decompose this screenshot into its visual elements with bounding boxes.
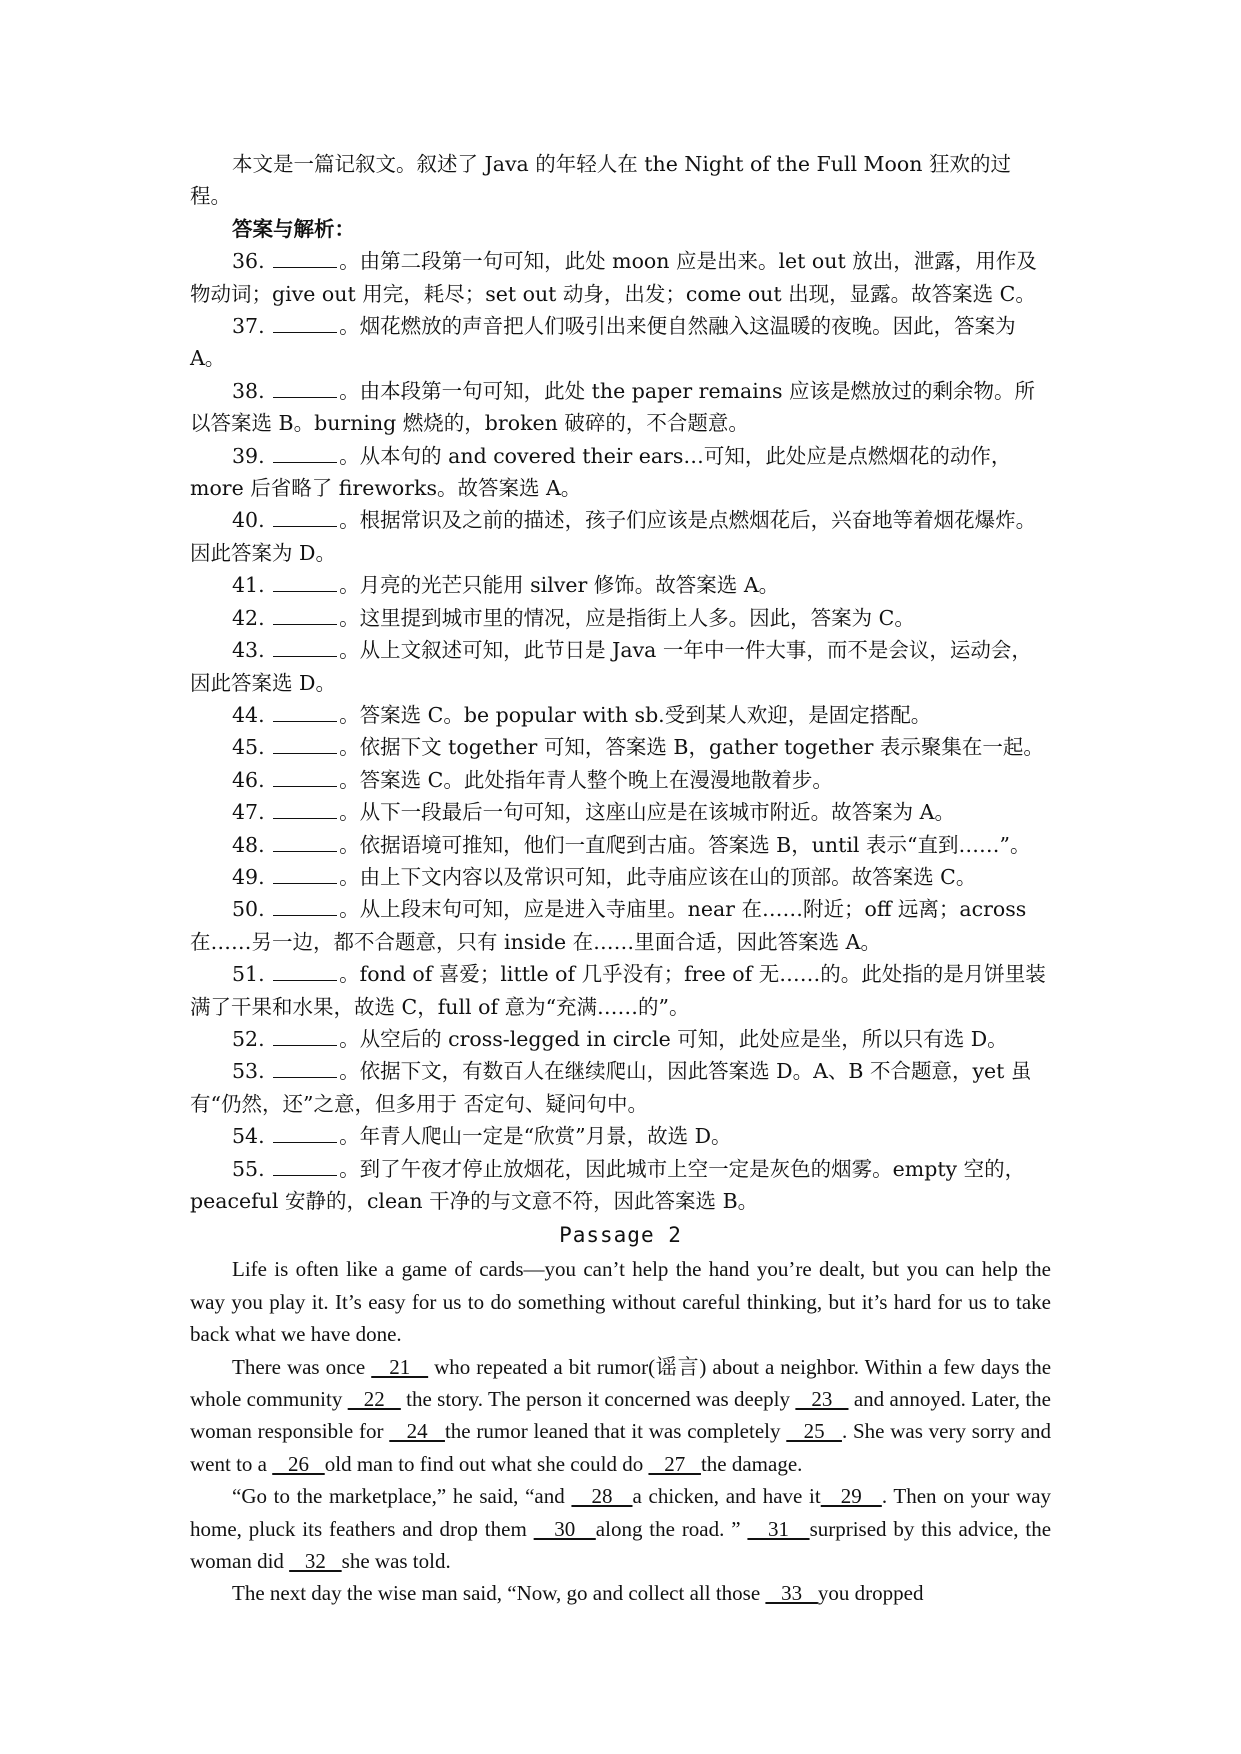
answer-explanation: 。到了午夜才停止放烟花，因此城市上空一定是灰色的烟雾。empty 空的，peaceful 安静的，clean 干净的与文意不符，因此答案选 B。 [190, 1156, 1026, 1213]
passage-text: The next day the wise man said, “Now, go and collect all those [232, 1581, 766, 1606]
answer-number: 51. [232, 962, 272, 987]
passage-paragraph-4 [190, 1577, 1051, 1609]
answer-item [190, 1120, 1051, 1152]
numbered-blank: 23 [795, 1387, 849, 1412]
answer-number: 53. [232, 1059, 272, 1084]
passage-text: There was once [232, 1354, 372, 1379]
numbered-blank: 32 [289, 1549, 342, 1574]
passage-text: the damage. [700, 1451, 803, 1476]
numbered-blank: 30 [533, 1516, 596, 1541]
answer-blank [273, 735, 337, 754]
answer-explanation: 。烟花燃放的声音把人们吸引出来便自然融入这温暖的夜晚。因此，答案为 A。 [190, 314, 1016, 371]
answer-item [190, 829, 1051, 861]
answer-blank [273, 1157, 337, 1176]
answer-explanation: 。从上文叙述可知，此节日是 Java 一年中一件大事，而不是会议，运动会，因此答案选 D。 [190, 638, 1032, 695]
answer-explanation: 。由第二段第一句可知，此处 moon 应是出来。let out 放出，泄露，用作及物动词；give out 用完，耗尽；set out 动身，出发；come out 出现，显露。故答案选 C。 [190, 249, 1037, 306]
passage-text: surprised by this advice, the woman did [190, 1516, 1052, 1574]
answer-blank [273, 865, 337, 884]
answer-number: 41. [232, 573, 272, 598]
answer-blank [273, 833, 337, 852]
answer-explanation: 。答案选 C。此处指年青人整个晚上在漫漫地散着步。 [339, 767, 833, 792]
answer-blank [273, 1059, 337, 1078]
answer-item [190, 504, 1051, 569]
answer-item [190, 1055, 1051, 1120]
passage-text: the rumor leaned that it was completely [444, 1419, 787, 1444]
answer-blank [273, 897, 337, 916]
intro-text: 本文是一篇记叙文。叙述了 Java 的年轻人在 the Night of the Full Moon 狂欢的过程。 [190, 152, 1011, 209]
answer-number: 40. [232, 508, 272, 533]
answer-explanation: 。月亮的光芒只能用 silver 修饰。故答案选 A。 [339, 573, 780, 598]
passage-text: the story. The person it concerned was deeply [400, 1387, 796, 1412]
answer-number: 48. [232, 832, 272, 857]
answer-item [190, 861, 1051, 893]
answer-explanation: 。依据下文 together 可知，答案选 B，gather together 表示聚集在一起。 [339, 735, 1044, 760]
answer-item [190, 796, 1051, 828]
passage-text: along the road. ” [595, 1516, 748, 1541]
answer-number: 38. [232, 378, 272, 403]
passage-body [190, 1253, 1051, 1609]
answer-list [190, 245, 1051, 1217]
answer-blank [273, 703, 337, 722]
answer-number: 50. [232, 897, 272, 922]
answer-number: 36. [232, 249, 272, 274]
answer-blank [273, 249, 337, 268]
numbered-blank: 31 [747, 1516, 810, 1541]
answer-explanation: 。依据语境可推知，他们一直爬到古庙。答案选 B，until 表示“直到……”。 [339, 832, 1031, 857]
passage-paragraph-3 [190, 1480, 1051, 1577]
answer-item [190, 602, 1051, 634]
answer-item [190, 893, 1051, 958]
answer-number: 47. [232, 800, 272, 825]
answer-number: 54. [232, 1124, 272, 1149]
answer-number: 49. [232, 864, 272, 889]
answer-item [190, 375, 1051, 440]
answer-blank [273, 444, 337, 463]
answer-item [190, 1023, 1051, 1055]
answer-number: 52. [232, 1026, 272, 1051]
numbered-blank: 21 [371, 1354, 429, 1379]
numbered-blank: 28 [571, 1484, 633, 1509]
answer-blank [273, 768, 337, 787]
numbered-blank: 22 [347, 1387, 401, 1412]
passage-title: Passage 2 [559, 1223, 682, 1248]
passage-text: . She was very sorry and went to a [190, 1419, 1052, 1476]
passage-text: she was told. [341, 1549, 451, 1574]
answer-item [190, 731, 1051, 763]
passage-text: . Then on your way home, pluck its feathers and drop them [190, 1484, 1052, 1541]
answer-item [190, 958, 1051, 1023]
answer-section [190, 148, 1051, 1217]
answer-explanation: 。由上下文内容以及常识可知，此寺庙应该在山的顶部。故答案选 C。 [339, 864, 977, 889]
answer-blank [273, 314, 337, 333]
answer-explanation: 。年青人爬山一定是“欣赏”月景，故选 D。 [339, 1124, 732, 1149]
answer-number: 45. [232, 735, 272, 760]
numbered-blank: 25 [786, 1419, 842, 1444]
answer-item [190, 245, 1051, 310]
answer-blank [273, 573, 337, 592]
passage-paragraph-2 [190, 1351, 1051, 1481]
answer-explanation: 。根据常识及之前的描述，孩子们应该是点燃烟花后，兴奋地等着烟花爆炸。因此答案为 D。 [190, 508, 1037, 565]
answer-item [190, 440, 1051, 505]
answer-blank [273, 800, 337, 819]
numbered-blank: 29 [820, 1484, 882, 1509]
answer-number: 46. [232, 767, 272, 792]
answer-explanation: 。从本句的 and covered their ears…可知，此处应是点燃烟花的动作，more 后省略了 fireworks。故答案选 A。 [190, 443, 1012, 501]
answer-explanation: 。从空后的 cross-legged in circle 可知，此处应是坐，所以只有选 D。 [339, 1026, 1008, 1051]
passage-text: “Go to the marketplace,” he said, “and [232, 1484, 572, 1509]
passage-paragraph-1: Life is often like a game of cards—you can’t help the hand you’re dealt, but you can help the way you play it. It’s easy for us to do something without careful thinking, but it’s hard for us to take back what we have done. [190, 1257, 1051, 1347]
answer-blank [273, 1124, 337, 1143]
answer-blank [273, 379, 337, 398]
answer-number: 55. [232, 1156, 272, 1181]
answer-number: 39. [232, 443, 272, 468]
answer-item [190, 634, 1051, 699]
answer-explanation: 。从上段末句可知，应是进入寺庙里。near 在……附近；off 远离；across 在……另一边，都不合题意，只有 inside 在……里面合适，因此答案选 A。 [190, 897, 1027, 954]
answer-explanation: 。这里提到城市里的情况，应是指街上人多。因此，答案为 C。 [339, 605, 915, 630]
answer-blank [273, 606, 337, 625]
passage-text: who repeated a bit rumor(谣言) about a neighbor. Within a few days the whole community [190, 1354, 1052, 1412]
answer-number: 44. [232, 702, 272, 727]
numbered-blank: 24 [389, 1419, 445, 1444]
answer-item [190, 764, 1051, 796]
passage-text: a chicken, and have it [632, 1484, 821, 1509]
numbered-blank: 33 [765, 1581, 818, 1606]
numbered-blank: 27 [648, 1451, 701, 1476]
numbered-blank: 26 [272, 1451, 325, 1476]
answer-explanation: 。fond of 喜爱；little of 几乎没有；free of 无……的。此处指的是月饼里装满了干果和水果，故选 C，full of 意为“充满……的”。 [190, 962, 1046, 1019]
answer-number: 42. [232, 605, 272, 630]
answer-explanation: 。依据下文，有数百人在继续爬山，因此答案选 D。A、B 不合题意，yet 虽有“仍然，还”之意，但多用于 否定句、疑问句中。 [190, 1059, 1032, 1116]
answer-blank [273, 508, 337, 527]
passage-text: old man to find out what she could do [324, 1451, 649, 1476]
answer-number: 37. [232, 314, 272, 339]
answer-blank [273, 1027, 337, 1046]
answer-explanation: 。由本段第一句可知，此处 the paper remains 应该是燃放过的剩余物。所以答案选 B。burning 燃烧的，broken 破碎的，不合题意。 [190, 378, 1036, 436]
answer-blank [273, 638, 337, 657]
answer-item [190, 1153, 1051, 1218]
passage-text: you dropped [817, 1581, 924, 1606]
answer-item [190, 310, 1051, 375]
answer-explanation: 。答案选 C。be popular with sb.受到某人欢迎，是固定搭配。 [339, 702, 932, 727]
passage-text: and annoyed. Later, the woman responsible for [190, 1387, 1051, 1444]
answer-number: 43. [232, 638, 272, 663]
answer-heading: 答案与解析： [232, 216, 355, 241]
answer-item [190, 569, 1051, 601]
answer-explanation: 。从下一段最后一句可知，这座山应是在该城市附近。故答案为 A。 [339, 800, 955, 825]
answer-blank [273, 962, 337, 981]
answer-item [190, 699, 1051, 731]
